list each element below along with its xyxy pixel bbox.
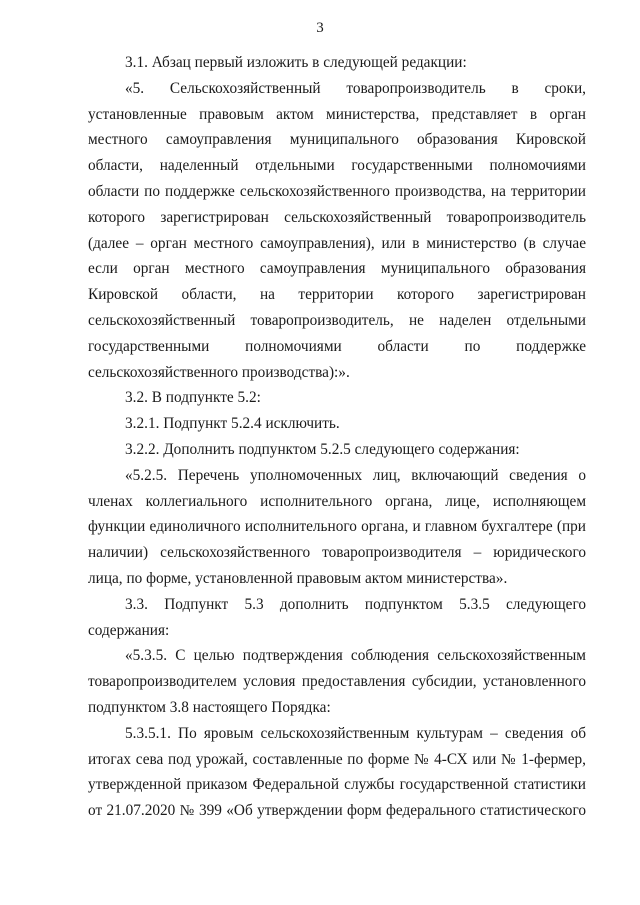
paragraph-3-3: 3.3. Подпункт 5.3 дополнить подпунктом 5.3.5 следующего содержания: — [88, 595, 586, 639]
paragraph-quote-5-3-5: «5.3.5. С целью подтверждения соблюдения сельскохозяйственным товаропроизводителем условия предоставления субсидии, установленного подпунктом 3.8 настоящего Порядка: — [88, 647, 586, 716]
document-body — [88, 50, 586, 824]
paragraph-5-3-5-1: 5.3.5.1. По яровым сельскохозяйственным культурам – сведения об итогах сева под урожай, составленные по форме № 4-СХ или № 1-фермер, утвержденной приказом Федеральной службы государственной статистики от 21.07.2020 № 399 «Об утверждении форм федерального статистического — [88, 724, 586, 820]
page-number: 3 — [316, 20, 324, 36]
paragraph-quote-5: «5. Сельскохозяйственный товаропроизводитель в сроки, установленные правовым актом министерства, представляет в орган местного самоуправления муниципального образования Кировской области, наделенный отдельными государственными полномочиями области по поддержке сельскохозяйственного производства, на территории которого зарегистрирован сельскохозяйственный товаропроизводитель (далее – орган местного самоуправления), или в министерство (в случае если орган местного самоуправления муниципального образования Кировской области, на территории которого зарегистрирован сельскохозяйственный товаропроизводитель, не наделен отдельными государственными полномочиями области по поддержке сельскохозяйственного производства):». — [88, 79, 586, 381]
paragraph-3-2-2: 3.2.2. Дополнить подпунктом 5.2.5 следующего содержания: — [125, 440, 520, 458]
paragraph-3-2: 3.2. В подпункте 5.2: — [125, 389, 261, 407]
paragraph-quote-5-2-5: «5.2.5. Перечень уполномоченных лиц, включающий сведения о членах коллегиального исполнительного органа, лице, исполняющем функции единоличного исполнительного органа, и главном бухгалтере (при наличии) сельскохозяйственного товаропроизводителя – юридического лица, по форме, установленной правовым актом министерства». — [88, 466, 586, 587]
paragraph-3-2-1: 3.2.1. Подпункт 5.2.4 исключить. — [125, 415, 340, 433]
paragraph-3-1: 3.1. Абзац первый изложить в следующей редакции: — [125, 54, 467, 71]
